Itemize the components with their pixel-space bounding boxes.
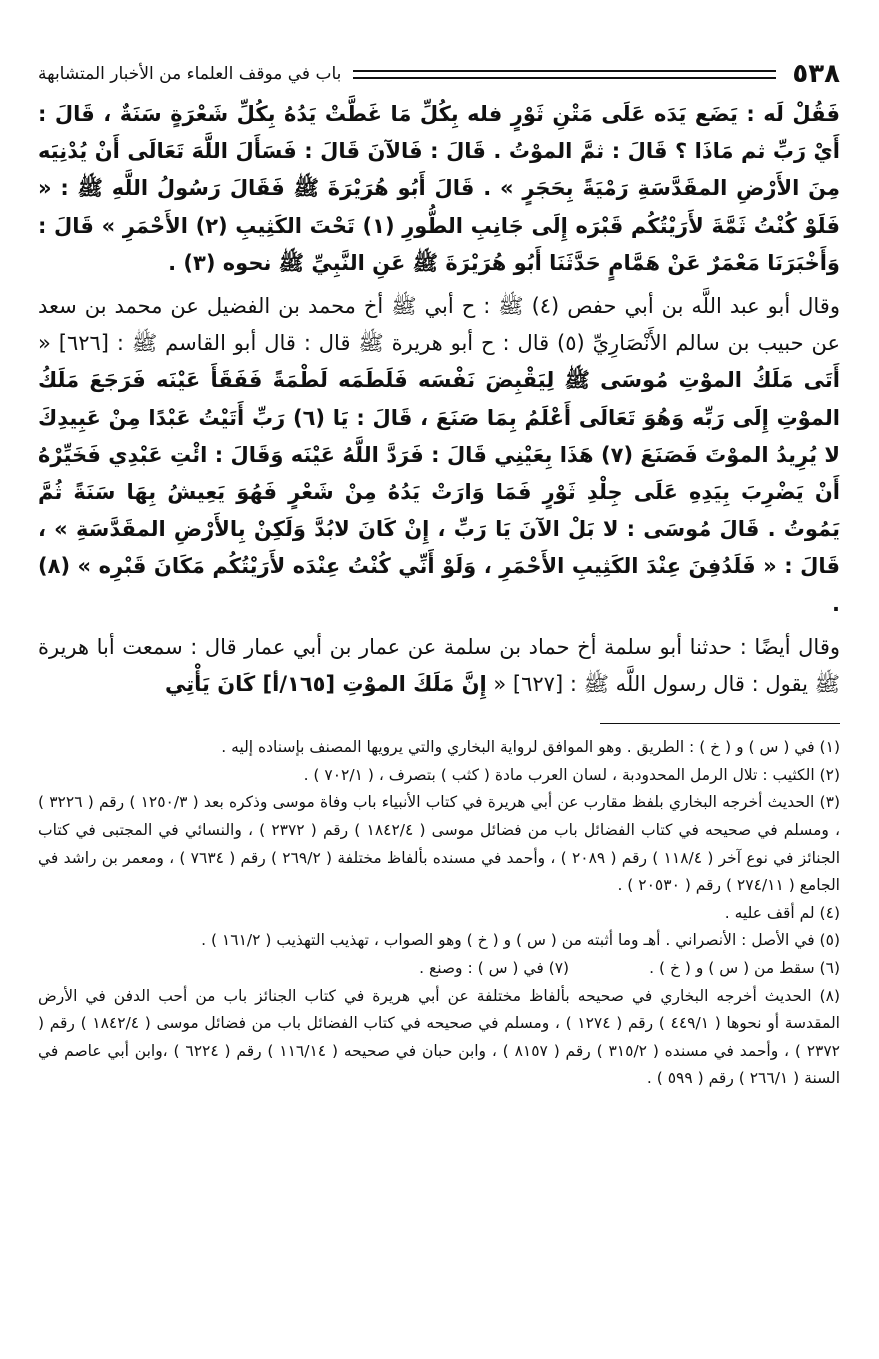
footnote: (٥) في الأصل : الأنصراني . أهـ وما أثبته من ( س ) و ( خ ) وهو الصواب ، تهذيب التهذيب ( ١٦١/٢ ) . — [201, 931, 840, 950]
page-header — [38, 56, 840, 92]
hadith-text: فَقُلْ لَه : يَضَع يَدَه عَلَى مَتْنِ ثَوْرٍ فله بِكُلِّ مَا غَطَّتْ يَدُهُ بِكُلِّ شَعْرَةٍ سَنَةٌ ، قَالَ : أَيْ رَبِّ ثم مَاذَا ؟ قَالَ : ثمَّ الموْتُ . قَالَ : فَالآنَ قَالَ : فَسَأَلَ اللَّهَ تَعَالَى أَنْ يُدْنِيَه مِنَ الأَرْضِ المقَدَّسَةِ رَمْيَةً بِحَجَرٍ » . قَالَ أَبُو هُرَيْرَةَ ﷺ فَقَالَ رَسُولُ اللَّهِ ﷺ : « فَلَوْ كُنْتُ ثَمَّةَ لأَرَيْتُكُم قَبْرَه إِلَى جَانِبِ الطُّورِ (١) تَحْتَ الكَثِيبِ (٢) الأَحْمَرِ » قَالَ : وَأَخْبَرَنَا مَعْمَرٌ عَنْ هَمَّامٍ حَدَّثَنَا أَبُو هُرَيْرَةَ ﷺ عَنِ النَّبِيِّ ﷺ نحوه (٣) . — [38, 102, 840, 275]
narration-text: وقال أيضًا : حدثنا أبو سلمة أخ حماد بن سلمة عن عمار بن أبي عمار قال : سمعت أبا هريرة ﷺ يقول : قال رسول اللَّه ﷺ : [٦٢٧] « — [38, 634, 840, 697]
footnote: (٢) الكثيب : تلال الرمل المحدودبة ، لسان العرب مادة ( كثب ) بتصرف ، ( ٧٠٢/١ ) . — [303, 765, 840, 784]
footnote-separator — [600, 723, 840, 724]
footnote: (٤) لم أقف عليه . — [724, 903, 840, 922]
running-title: باب في موقف العلماء من الأخبار المتشابهة — [38, 64, 342, 84]
footnote: (٧) في ( س ) : وصنع . — [419, 959, 570, 977]
hadith-text: إِنَّ مَلَكَ الموْتِ [١٦٥/أ] كَانَ يَأْتِي — [165, 672, 487, 697]
book-page — [38, 56, 840, 1093]
page-number: ٥٣٨ — [792, 59, 840, 89]
footnote: (٨) الحديث أخرجه البخاري في صحيحه بألفاظ مختلفة عن أبي هريرة في كتاب الجنائز باب من أحب الدفن في الأرض المقدسة أو نحوها ( ٤٤٩/١ ) رقم ( ١٢٧٤ ) ، ومسلم في صحيحه في كتاب الفضائل باب من فضائل موسى ( ١٨٤٢/٤ ) رقم ( ٢٣٧٢ ) ، وأحمد في مسنده ( ٣١٥/٢ ) رقم ( ٨١٥٧ ) ، وابن حبان في صحيحه ( ١١٦/١٤ ) رقم ( ٦٢٢٤ ) ،وابن أبي عاصم في السنة ( ٢٦٦/١ ) رقم ( ٥٩٩ ) . — [38, 986, 841, 1088]
footnote: (١) في ( س ) و ( خ ) : الطريق . وهو الموافق لرواية البخاري والتي يرويها المصنف بإسناده إليه . — [221, 738, 840, 757]
header-rule — [353, 70, 776, 79]
footnote: (٦) سقط من ( س ) و ( خ ) . — [649, 959, 840, 977]
footnotes — [38, 734, 840, 1093]
body-paragraph — [38, 629, 840, 703]
footnote-row — [38, 955, 840, 983]
footnote: (٣) الحديث أخرجه البخاري بلفظ مقارب عن أبي هريرة في كتاب الأنبياء باب وفاة موسى وذكره بعد ( ١٢٥٠/٣ ) رقم ( ٣٢٢٦ ) ، ومسلم في صحيحه في كتاب الفضائل باب من فضائل موسى ( ١٨٤٢/٤ ) رقم ( ٢٣٧٢ ) ، والنسائي في المجتبى في كتاب الجنائز في نوع آخر ( ١١٨/٤ ) رقم ( ٢٠٨٩ ) ، وأحمد في مسنده بألفاظ مختلفة ( ٢٦٩/٢ ) رقم ( ٧٦٣٤ ) ، ومعمر بن راشد في الجامع ( ٢٧٤/١١ ) رقم ( ٢٠٥٣٠ ) . — [38, 793, 841, 895]
body-paragraph — [38, 96, 840, 282]
hadith-text: أَتَى مَلَكُ الموْتِ مُوسَى ﷺ لِيَقْبِضَ نَفْسَه فَلَطَمَه لَطْمَةً فَفَقَأَ عَيْنَه فَرَجَعَ مَلَكُ الموْتِ إِلَى رَبِّه وَهُوَ تَعَالَى أَعْلَمُ بِمَا صَنَعَ ، قَالَ : يَا (٦) رَبِّ أَتَيْتُ عَبْدًا مِنْ عَبِيدِكَ لا يُرِيدُ الموْتَ فَصَنَعَ (٧) هَذَا بِعَيْنِي قَالَ : فَرَدَّ اللَّهُ عَيْنَه وَقَالَ : ائْتِ عَبْدِي فَخَيِّرْهُ أَنْ يَضْرِبَ بِيَدِهِ عَلَى جِلْدِ ثَوْرٍ فَمَا وَارَتْ يَدُهُ مِنْ شَعْرٍ فَهُوَ يَعِيشُ بِهَا سَنَةً ثُمَّ يَمُوتُ . قَالَ مُوسَى : لا بَلْ الآنَ يَا رَبِّ ، إِنْ كَانَ لابُدَّ وَلَكِنْ بِالأَرْضِ المقَدَّسَةِ » ، قَالَ : « فَلَدُفِنَ عِنْدَ الكَثِيبِ الأَحْمَرِ ، وَلَوْ أَنِّي كُنْتُ عِنْدَه لأَرَيْتُكُم مَكَانَ قَبْرِه » (٨) . — [38, 368, 841, 616]
narration-text: وقال أبو عبد اللَّه بن أبي حفص (٤) ﷺ : ح أبي ﷺ أخ محمد بن الفضيل عن محمد بن سعد عن حبيب بن سالم الأَنْصَارِيِّ (٥) قال : ح أبو هريرة ﷺ قال : قال أبو القاسم ﷺ : [٦٢٦] « — [38, 294, 841, 356]
body-paragraph — [38, 288, 840, 623]
